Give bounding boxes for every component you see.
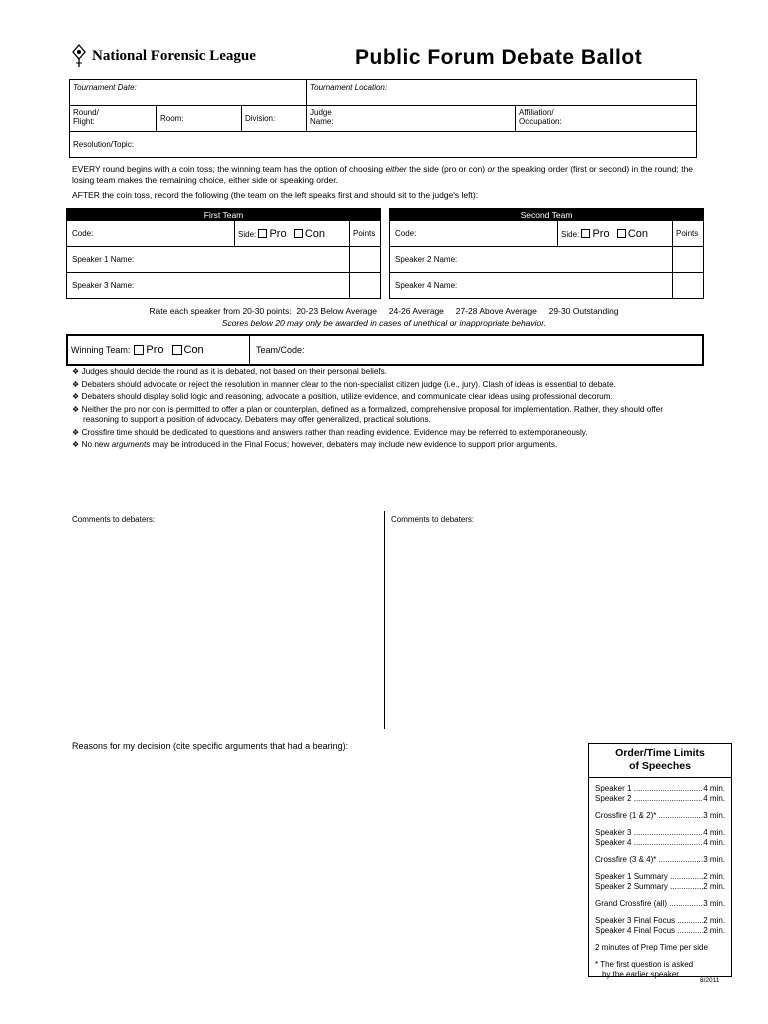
time-row: Speaker 4 Final Focus ..... 2 min.: [589, 926, 731, 936]
time-row: Speaker 3 Final Focus ..... 2 min.: [589, 916, 731, 926]
tournament-info-table: [69, 79, 697, 158]
time-limits-title: Order/Time Limits of Speeches: [615, 747, 705, 772]
speaker-4-name-field[interactable]: Speaker 4 Name:: [390, 273, 673, 299]
crossfire-footnote: * The first question is asked by the earlier speaker.: [595, 960, 694, 979]
time-limits-box: [588, 743, 732, 977]
time-row: Speaker 2 Summary ..... 2 min.: [589, 882, 731, 892]
judging-rules: [72, 367, 698, 453]
division-field[interactable]: Division:: [242, 106, 307, 132]
room-field[interactable]: Room:: [157, 106, 242, 132]
comments-right-label: Comments to debaters:: [391, 515, 475, 524]
round-flight-field[interactable]: Round/ Flight:: [70, 106, 157, 132]
speaker-3-name-field[interactable]: Speaker 3 Name:: [67, 273, 350, 299]
rule-item: ❖ Crossfire time should be dedicated to questions and answers rather than reading evidence. Evidence may be referred to extemporaneously.: [72, 427, 588, 437]
org-name: National Forensic League: [92, 47, 256, 64]
rating-scale: Rate each speaker from 20-30 points: 20-23 Below Average 24-26 Average 27-28 Above Average 29-30 Outstanding: [149, 306, 619, 316]
time-row: Crossfire (1 & 2)* ..... 3 min.: [589, 811, 731, 821]
speaker-3-points-field[interactable]: [350, 273, 381, 299]
time-row: Speaker 3 ..... 4 min.: [589, 828, 731, 838]
speaker-2-name-field[interactable]: Speaker 2 Name:: [390, 247, 673, 273]
second-team-box: [389, 208, 704, 299]
prep-time-note: 2 minutes of Prep Time per side: [595, 943, 708, 952]
second-team-con-checkbox[interactable]: [617, 229, 626, 238]
coin-toss-instructions: EVERY round begins with a coin toss; the winning team has the option of choosing either the side (pro or con) or the speaking order (first or second) in the round; the losing team makes the remaining choice, either side or speaking order.: [72, 164, 694, 185]
time-row: Crossfire (3 & 4)* ..... 3 min.: [589, 855, 731, 865]
second-team-header: Second Team: [390, 209, 703, 221]
reasons-area[interactable]: [72, 756, 572, 976]
time-row: Grand Crossfire (all) ..... 3 min.: [589, 899, 731, 909]
winning-team-side: Winning Team: Pro Con: [68, 336, 250, 364]
speaker-1-name-field[interactable]: Speaker 1 Name:: [67, 247, 350, 273]
first-team-pro-checkbox[interactable]: [258, 229, 267, 238]
page-title: Public Forum Debate Ballot: [355, 46, 643, 69]
rule-item: ❖ Debaters should advocate or reject the resolution in manner clear to the non-specialist citizen judge (i.e., jury). Clash of ideas is essential to debate.: [72, 379, 616, 389]
time-row: Speaker 2 ..... 4 min.: [589, 794, 731, 804]
reasons-label: Reasons for my decision (cite specific arguments that had a bearing):: [72, 741, 349, 751]
affiliation-field[interactable]: Affiliation/ Occupation:: [516, 106, 697, 132]
second-team-side: Side: Pro Con: [558, 221, 673, 247]
resolution-field[interactable]: Resolution/Topic:: [70, 132, 697, 158]
time-row: Speaker 4 ..... 4 min.: [589, 838, 731, 848]
second-team-points-header: Points: [673, 221, 704, 247]
rule-item: ❖ Judges should decide the round as it is debated, not based on their personal beliefs.: [72, 367, 388, 376]
comments-divider: [384, 511, 385, 729]
first-team-header: First Team: [67, 209, 380, 221]
comments-left-area[interactable]: [72, 528, 380, 728]
nfl-logo-icon: [70, 44, 88, 68]
first-team-side: Side: Pro Con: [235, 221, 350, 247]
tournament-location-field[interactable]: Tournament Location:: [307, 80, 697, 106]
comments-left-label: Comments to debaters:: [72, 515, 156, 524]
winning-team-box: [66, 334, 704, 366]
first-team-box: [66, 208, 381, 299]
time-row: Speaker 1 Summary ..... 2 min.: [589, 872, 731, 882]
rule-item: ❖ Neither the pro nor con is permitted to offer a plan or counterplan, defined as a formalized, comprehensive proposal for implementation. Rather, they should offer reasoning to support a position of advocacy. Debaters may offer generalized, practical solutions.: [72, 404, 663, 424]
tournament-date-field[interactable]: Tournament Date:: [70, 80, 307, 106]
rule-item: ❖ No new arguments may be introduced in the Final Focus; however, debaters may include new evidence to support prior arguments.: [72, 440, 558, 449]
winning-team-code-field[interactable]: Team/Code:: [256, 345, 305, 355]
org-header: [70, 44, 256, 68]
speaker-4-points-field[interactable]: [673, 273, 704, 299]
first-team-con-checkbox[interactable]: [294, 229, 303, 238]
winning-pro-checkbox[interactable]: [134, 345, 144, 355]
record-instructions: AFTER the coin toss, record the following (the team on the left speaks first and should sit to the judge's left):: [72, 190, 479, 200]
winning-con-checkbox[interactable]: [172, 345, 182, 355]
comments-right-area[interactable]: [391, 528, 699, 728]
date-code: 8/2011: [700, 977, 720, 984]
speaker-1-points-field[interactable]: [350, 247, 381, 273]
judge-name-field[interactable]: Judge Name:: [307, 106, 516, 132]
rule-item: ❖ Debaters should display solid logic and reasoning, advocate a position, utilize evidence, and communicate clear ideas using professional decorum.: [72, 392, 613, 401]
speaker-2-points-field[interactable]: [673, 247, 704, 273]
rating-note: Scores below 20 may only be awarded in cases of unethical or inappropriate behavior.: [221, 318, 547, 328]
second-team-code-field[interactable]: Code:: [395, 229, 417, 238]
first-team-points-header: Points: [350, 221, 381, 247]
time-row: Speaker 1 ..... 4 min.: [589, 784, 731, 794]
first-team-code-field[interactable]: Code:: [72, 229, 94, 238]
second-team-pro-checkbox[interactable]: [581, 229, 590, 238]
